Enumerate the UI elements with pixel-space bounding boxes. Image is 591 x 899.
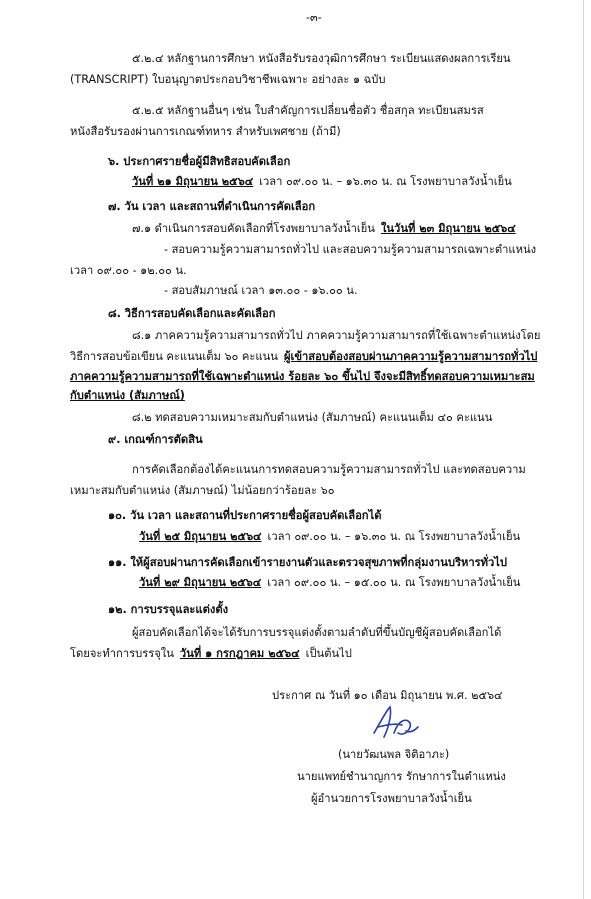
section-9-p1: การคัดเลือกต้องได้คะแนนการทดสอบความรู้ความสามารถทั่วไป และทดสอบความ [132,463,526,476]
section-10-date: วันที่ ๒๕ มิถุนายน ๒๕๖๔ [139,530,262,543]
announce-date: ประกาศ ณ วันที่ ๑๐ เดือน มิถุนายน พ.ศ. ๒๕๖๔ [272,689,503,702]
section-11-rest: เวลา ๐๙.๐๐ น. – ๑๕.๐๐ น. ณ โรงพยาบาลวังน้ำเย็น [267,576,521,589]
section-7-p1 [132,222,516,236]
section-7-p4: - สอบสัมภาษณ์ เวลา ๑๓.๐๐ - ๑๖.๐๐ น. [164,284,358,297]
section-12-p2 [70,647,352,661]
section-10-line [139,530,520,544]
section-11-heading: ๑๑. ให้ผู้สอบผ่านการคัดเลือกเข้ารายงานตัวและตรวจสุขภาพที่กลุ่มงานบริหารทั่วไป [108,556,508,569]
signer-organization: ผู้อำนวยการโรงพยาบาลวังน้ำเย็น [311,792,472,805]
signature-name: (นายวัฒนพล จิติอาภะ) [338,748,450,761]
section-10-rest: เวลา ๐๙.๐๐ น. – ๑๖.๓๐ น. ณ โรงพยาบาลวังน้ำเย็น [267,530,521,543]
section-7-p3: เวลา ๐๙.๐๐ - ๑๒.๐๐ น. [70,264,187,277]
item-5-2-4-line1: ๕.๒.๔ หลักฐานการศึกษา หนังสือรับรองวุฒิการศึกษา ระเบียนแสดงผลการเรียน [132,52,511,65]
section-8-p2-text: วิธีการสอบข้อเขียน คะแนนเต็ม ๖๐ คะแนน [70,350,278,363]
section-7-exam-date: ในวันที่ ๒๓ มิถุนายน ๒๕๖๔ [380,222,516,235]
section-6-line [132,175,512,189]
section-8-heading: ๘. วิธีการสอบคัดเลือกและคัดเลือก [108,307,276,320]
page-number: -๓- [306,11,322,24]
section-8-p4: กับตำแหน่ง (สัมภาษณ์) [70,389,185,402]
page-edge-line [583,0,584,899]
section-7-heading: ๗. วัน เวลา และสถานที่ดำเนินการคัดเลือก [108,200,316,213]
section-12-p2-tail: เป็นต้นไป [305,647,352,660]
section-8-p2-emphasis: ผู้เข้าสอบต้องสอบผ่านภาคความรู้ความสามารถทั่วไป [283,350,538,363]
section-6-heading: ๖. ประกาศรายชื่อผู้มีสิทธิสอบคัดเลือก [108,155,291,168]
section-11-date: วันที่ ๒๙ มิถุนายน ๒๕๖๔ [139,576,262,589]
section-12-start-date: วันที่ ๑ กรกฎาคม ๒๕๖๔ [179,647,300,660]
section-8-p3: ภาคความรู้ความสามารถที่ใช้เฉพาะตำแหน่ง ร้อยละ ๖๐ ขึ้นไป จึงจะมีสิทธิ์ทดสอบความเหมาะสม [70,370,535,383]
item-5-2-4-line2: (TRANSCRIPT) ใบอนุญาตประกอบวิชาชีพเฉพาะ อย่างละ ๑ ฉบับ [70,73,386,86]
section-12-heading: ๑๒. การบรรจุและแต่งตั้ง [108,603,229,616]
section-11-line [139,576,520,590]
section-8-p5: ๘.๒ ทดสอบความเหมาะสมกับตำแหน่ง (สัมภาษณ์) คะแนนเต็ม ๔๐ คะแนน [132,411,493,424]
section-8-p1: ๘.๑ ภาคความรู้ความสามารถทั่วไป ภาคความรู้ความสามารถที่ใช้เฉพาะตำแหน่งโดย [132,329,541,342]
section-12-p1: ผู้สอบคัดเลือกได้จะได้รับการบรรจุแต่งตั้งตามลำดับที่ขึ้นบัญชีผู้สอบคัดเลือกได้ [132,626,502,639]
section-6-date: วันที่ ๒๑ มิถุนายน ๒๕๖๔ [132,175,254,188]
signer-position: นายแพทย์ชำนาญการ รักษาการในตำแหน่ง [297,770,506,783]
section-7-p1-text: ๗.๑ ดำเนินการสอบคัดเลือกที่โรงพยาบาลวังน้ำเย็น [132,222,375,235]
section-9-heading: ๙. เกณฑ์การตัดสิน [108,433,203,446]
section-12-p2-text: โดยจะทำการบรรจุใน [70,647,174,660]
section-6-rest: เวลา ๐๙.๐๐ น. – ๑๖.๓๐ น. ณ โรงพยาบาลวังน้ำเย็น [259,175,512,188]
section-10-heading: ๑๐. วัน เวลา และสถานที่ประกาศรายชื่อผู้สอบคัดเลือกได้ [108,509,382,522]
item-5-2-5-line1: ๕.๒.๕ หลักฐานอื่นๆ เช่น ใบสำคัญการเปลี่ยนชื่อตัว ชื่อสกุล ทะเบียนสมรส [132,104,484,117]
section-7-p2: - สอบความรู้ความสามารถทั่วไป และสอบความรู้ความสามารถเฉพาะตำแหน่ง [164,243,537,256]
signature-image [368,703,420,745]
section-9-p2: เหมาะสมกับตำแหน่ง (สัมภาษณ์) ไม่น้อยกว่าร้อยละ ๖๐ [70,484,335,497]
section-8-p2 [70,350,537,364]
item-5-2-5-line2: หนังสือรับรองผ่านการเกณฑ์ทหาร สำหรับเพศชาย (ถ้ามี) [70,125,341,138]
